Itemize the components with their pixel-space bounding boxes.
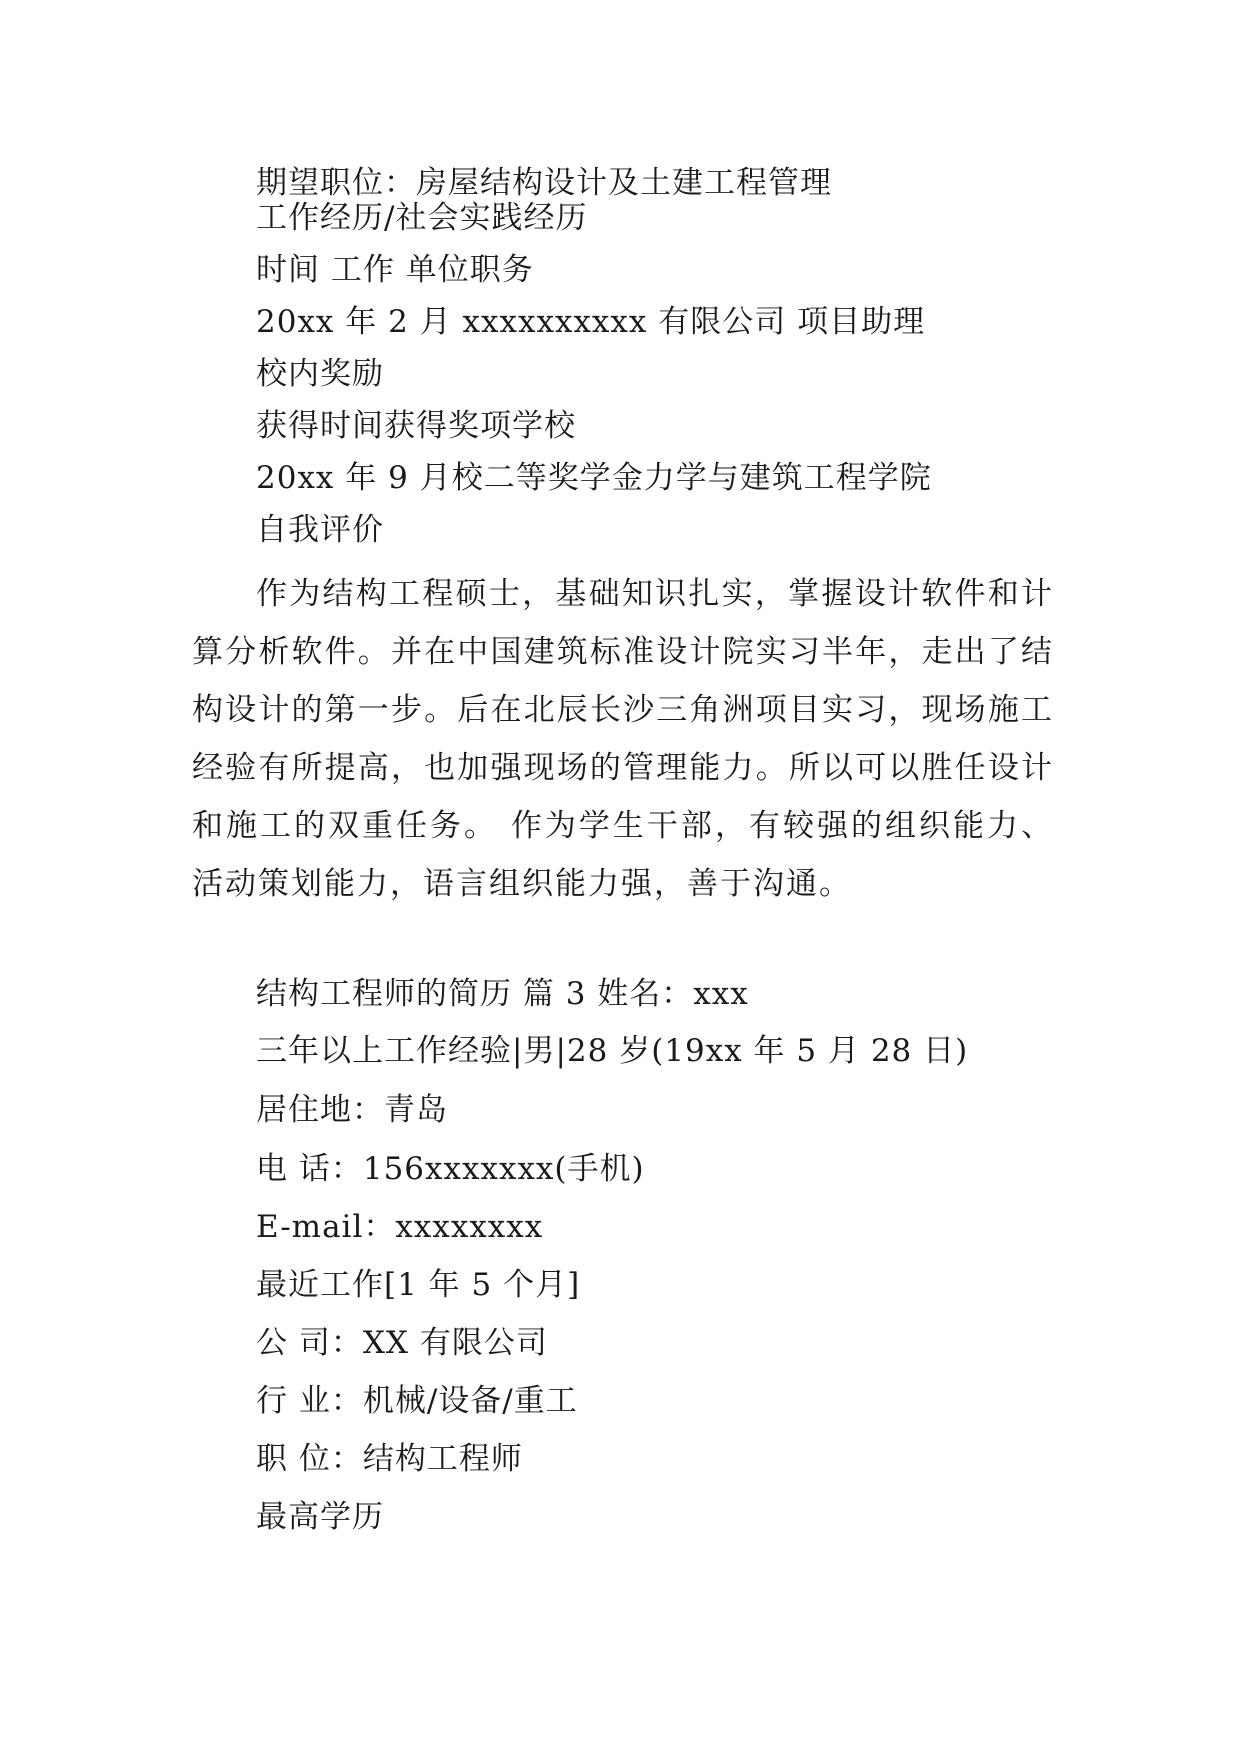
phone-line: 电 话：156xxxxxxx(手机)	[256, 1151, 645, 1187]
award-entry: 20xx 年 9 月校二等奖学金力学与建筑工程学院	[256, 460, 932, 496]
work-entry: 20xx 年 2 月 xxxxxxxxxx 有限公司 项目助理	[256, 304, 926, 340]
self-evaluation-heading: 自我评价	[256, 512, 384, 548]
resume-title-line: 结构工程师的简历 篇 3 姓名：xxx	[256, 976, 749, 1012]
highest-education-line: 最高学历	[256, 1499, 384, 1535]
experience-gender-age-line: 三年以上工作经验|男|28 岁(19xx 年 5 月 28 日)	[256, 1033, 969, 1069]
desired-position-line: 期望职位：房屋结构设计及土建工程管理	[256, 165, 832, 201]
residence-line: 居住地：青岛	[256, 1092, 448, 1128]
awards-table-header: 获得时间获得奖项学校	[256, 408, 576, 444]
position-line: 职 位：结构工程师	[256, 1441, 523, 1477]
industry-line: 行 业：机械/设备/重工	[256, 1383, 578, 1419]
self-evaluation-paragraph: 作为结构工程硕士，基础知识扎实，掌握设计软件和计算分析软件。并在中国建筑标准设计院实习半年，走出了结构设计的第一步。后在北辰长沙三角洲项目实习，现场施工经验有所提高，也加强现场的管理能力。所以可以胜任设计和施工的双重任务。 作为学生干部，有较强的组织能力、活动策划能力，语言组织能力强，善于沟通。	[192, 576, 1054, 902]
company-line: 公 司：XX 有限公司	[256, 1325, 548, 1361]
school-awards-heading: 校内奖励	[256, 356, 384, 392]
recent-work-line: 最近工作[1 年 5 个月]	[256, 1267, 581, 1303]
work-experience-heading: 工作经历/社会实践经历	[256, 200, 588, 236]
email-line: E-mail：xxxxxxxx	[256, 1209, 544, 1245]
work-table-header: 时间 工作 单位职务	[256, 252, 534, 288]
